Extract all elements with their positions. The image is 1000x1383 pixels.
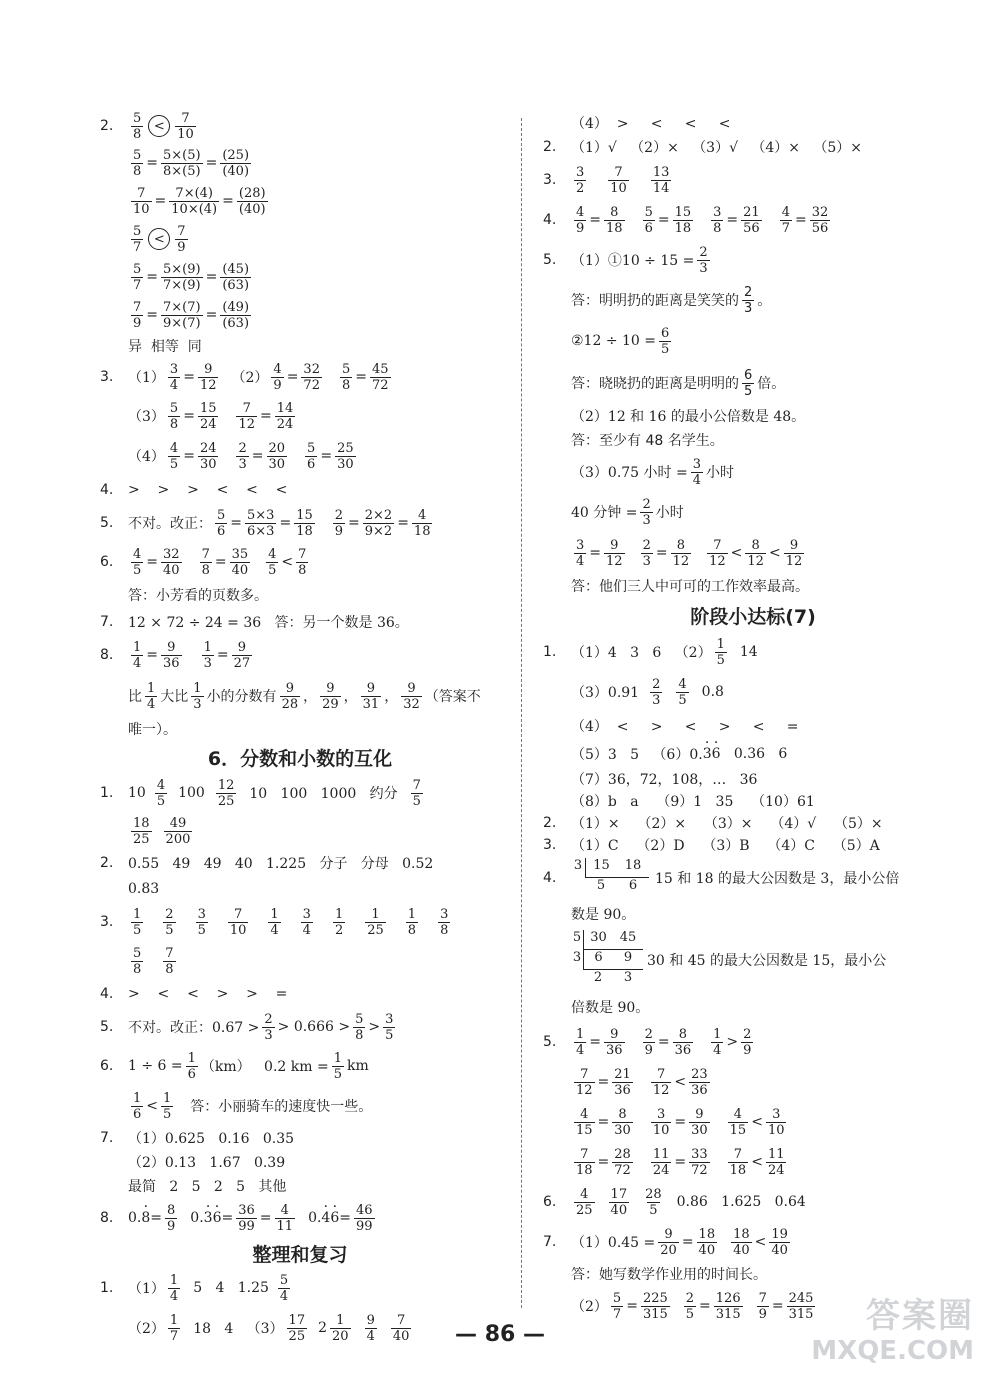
fraction: $\frac{(49)}{(63)}$ xyxy=(222,299,250,331)
section-7-title: 阶段小达标(7) xyxy=(690,605,816,628)
fraction: $\frac{3}{10}$ xyxy=(767,1106,785,1138)
left-column xyxy=(100,108,500,1348)
s7-q5-row: $\frac{7}{12}$ = $\frac{21}{36}$ $\frac{7}{12}$ < $\frac{23}{36}$ xyxy=(576,1066,708,1098)
fraction: $\frac{7}{10}$ xyxy=(610,164,627,196)
s6-q1-row: 1. 10 $\frac{4}{5}$ 100 $\frac{12}{25}$ 10 100 1000 约分 $\frac{7}{5}$ xyxy=(100,777,421,809)
fraction: $\frac{15}{18}$ xyxy=(674,204,692,236)
fraction: $\frac{8}{36}$ xyxy=(674,1026,692,1058)
fraction: $\frac{7}{18}$ xyxy=(576,1146,593,1178)
q2-row-5: $\frac{5}{7}$ = $\frac{5\times(9)}{7\times(9)}$ = $\frac{(45)}{(63)}$ xyxy=(133,261,250,293)
fraction: $\frac{3}{8}$ xyxy=(440,906,449,938)
s7-q5-block xyxy=(543,1022,963,1182)
fraction: $\frac{7}{10}$ xyxy=(133,185,150,217)
fraction: $\frac{1}{5}$ xyxy=(133,906,142,938)
fraction: $\frac{1}{25}$ xyxy=(367,906,384,938)
circled-sign: < xyxy=(148,115,170,137)
fraction: $\frac{7}{18}$ xyxy=(729,1146,747,1178)
q2-row-6: $\frac{7}{9}$ = $\frac{7\times(7)}{9\times(7)}$ = $\frac{(49)}{(63)}$ xyxy=(133,299,250,331)
s6-q1-row-b: $\frac{18}{25}$ $\frac{49}{200}$ xyxy=(133,815,191,847)
fraction: $\frac{5}{8}$ xyxy=(133,110,142,142)
fraction: $\frac{(45)}{(63)}$ xyxy=(222,261,250,293)
s7-q1-row-d: （5）3 5 （6）0. · 3 · 6 0.36 6 xyxy=(543,740,963,768)
r-q1-row: 1. （1） $\frac{1}{4}$ 5 4 1.25 $\frac{5}{4}$ xyxy=(100,1272,289,1304)
q3-row-1: 3. （1） $\frac{3}{4}$ = $\frac{9}{12}$ （2） $\frac{4}{9}$ = $\frac{32}{72}$ $\frac{5}{8}$ = $\frac{45}{72}$ xyxy=(100,361,389,393)
fraction: $\frac{5}{8}$ xyxy=(133,147,142,179)
rq5-row-c: ②12 ÷ 10 = $\frac{6}{5}$ xyxy=(571,325,670,357)
fraction: $\frac{5}{7}$ xyxy=(133,261,142,293)
fraction: $\frac{8}{30}$ xyxy=(614,1106,631,1138)
q2-row-1 xyxy=(100,108,500,144)
s6-q7-row-b: （2）0.13 1.67 0.39 xyxy=(128,1155,286,1171)
s6-q4-row: 4. > < < > > = xyxy=(100,986,288,1002)
fraction: $\frac{2}{5}$ xyxy=(165,906,174,938)
fraction: $\frac{32}{56}$ xyxy=(811,204,829,236)
q2-row-7: 异 相等 同 xyxy=(128,339,202,355)
q8-row-c: 唯一）。 xyxy=(128,722,177,738)
q5-row: 5. 不对。改正： $\frac{5}{6}$ = $\frac{5\times 3}{6\times 3}$ = $\frac{15}{18}$ $\frac{2}{9}$ = $\frac{2\times 2}{9\times 2}$ = $\frac{4}{18}$ xyxy=(100,507,431,539)
rq5-row-j: 答：他们三人中可可的工作效率最高。 xyxy=(571,579,809,595)
fraction: $\frac{7}{8}$ xyxy=(165,945,174,977)
rq5-row-g: （3）0.75 小时 = $\frac{3}{4}$ 小时 xyxy=(571,456,734,488)
s7-q5-row: 5. $\frac{1}{4}$ = $\frac{9}{36}$ $\frac{2}{9}$ = $\frac{8}{36}$ $\frac{1}{4}$ > $\frac{2}{9}$ xyxy=(543,1026,752,1058)
fraction: $\frac{3}{8}$ xyxy=(713,204,722,236)
s7-q1-row-c: （4） < > < > < = xyxy=(571,719,799,735)
fraction: $\frac{4}{15}$ xyxy=(729,1106,747,1138)
fraction: $\frac{7}{9}$ xyxy=(133,299,142,331)
q6-row: 6. $\frac{4}{5}$ = $\frac{32}{40}$ $\frac{7}{8}$ = $\frac{35}{40}$ $\frac{4}{5}$ < $\frac{7}{8}$ xyxy=(100,546,307,578)
fraction: $\frac{7}{12}$ xyxy=(576,1066,593,1098)
short-division: 3 15 18 5 6 xyxy=(571,858,649,898)
q-number: 3. xyxy=(100,369,114,385)
fraction: $\frac{5}{8}$ xyxy=(133,945,142,977)
s7-q1-row-f: （8）b a （9）1 35 （10）61 xyxy=(571,794,815,810)
right-column xyxy=(543,112,963,1326)
s6-q2-row-b: 0.83 xyxy=(128,881,160,897)
fraction: $\frac{3}{5}$ xyxy=(197,906,206,938)
fraction: $\frac{5\times(9)}{7\times(9)}$ xyxy=(163,261,201,293)
q8-row-b: 比 $\frac{1}{4}$ 大比 $\frac{1}{3}$ 小的分数有 $\frac{9}{28}$ ， $\frac{9}{29}$ ， $\frac{9}{31}$ ， $\frac{9}{32}$ （答案不 xyxy=(128,680,481,712)
s7-q7-row-a: 7. （1）0.45 = $\frac{9}{20}$ = $\frac{18}{40}$ $\frac{18}{40}$ < $\frac{19}{40}$ xyxy=(543,1226,788,1258)
fraction: $\frac{7\times(4)}{10\times(4)}$ xyxy=(171,185,218,217)
fraction: $\frac{3}{10}$ xyxy=(652,1106,670,1138)
s6-q2-row: 2. 0.55 49 49 40 1.225 分子 分母 0.52 xyxy=(100,855,434,872)
fraction: $\frac{23}{36}$ xyxy=(691,1066,708,1098)
short-division: 5 30 45 3 6 9 2 3 xyxy=(571,930,643,990)
s7-q7-row-b: 答：她写数学作业用的时间长。 xyxy=(571,1267,767,1283)
fraction: $\frac{(25)}{(40)}$ xyxy=(222,147,250,179)
q3-row-2: （3） $\frac{5}{8}$ = $\frac{15}{24}$ $\frac{7}{12}$ = $\frac{14}{24}$ xyxy=(128,400,294,432)
s7-q6-row: 6. $\frac{4}{25}$ $\frac{17}{40}$ $\frac{28}{5}$ 0.86 1.625 0.64 xyxy=(543,1186,806,1218)
fraction: $\frac{7}{10}$ xyxy=(229,906,247,938)
fraction: $\frac{21}{56}$ xyxy=(743,204,760,236)
s7-q4-row-b: 数是 90。 xyxy=(571,907,636,923)
q2-row-3: $\frac{7}{10}$ = $\frac{7\times(4)}{10\times(4)}$ = $\frac{(28)}{(40)}$ xyxy=(133,185,266,217)
fraction: $\frac{11}{24}$ xyxy=(652,1146,670,1178)
fraction: $\frac{28}{72}$ xyxy=(614,1146,631,1178)
fraction: $\frac{3}{4}$ xyxy=(302,906,311,938)
fraction: $\frac{1}{2}$ xyxy=(334,906,344,938)
s7-q4-row-d: 倍数是 90。 xyxy=(571,1000,650,1016)
fraction: $\frac{2}{9}$ xyxy=(644,1026,653,1058)
section-6-title: 6．分数和小数的互化 xyxy=(207,747,393,770)
s6-q6-row-b: $\frac{1}{6}$ < $\frac{1}{5}$ 答：小丽骑车的速度快一些。 xyxy=(133,1090,373,1122)
fraction: $\frac{8}{18}$ xyxy=(606,204,623,236)
s7-q1-row-b: （3）0.91 $\frac{2}{3}$ $\frac{4}{5}$ 0.8 xyxy=(571,676,724,708)
q4-row: 4. > > > < < < xyxy=(100,482,288,498)
fraction: $\frac{7}{10}$ xyxy=(177,110,194,142)
rq5-row-b: 答：明明扔的距离是笑笑的 $\frac{2}{3}$ 。 xyxy=(571,284,772,316)
fraction: $\frac{7}{12}$ xyxy=(652,1066,670,1098)
s6-q3-row: 3. $\frac{1}{5}$ $\frac{2}{5}$ $\frac{3}{5}$ $\frac{7}{10}$ $\frac{1}{4}$ $\frac{3}{4}$ $\frac{1}{2}$ $\frac{1}{25}$ $\frac{1}{8}$ $\frac{3}{8}$ xyxy=(100,906,449,938)
rq5-row-a: 5. （1）①10 ÷ 15 = $\frac{2}{3}$ xyxy=(543,244,708,276)
fraction: $\frac{9}{30}$ xyxy=(691,1106,708,1138)
s6-q3-row-b xyxy=(100,942,500,980)
s6-q6-row: 6. 1 ÷ 6 = $\frac{1}{6}$ （km） 0.2 km = $\frac{1}{5}$ km xyxy=(100,1050,369,1082)
s7-q3-row: 3. （1）C （2）D （3）B （4）C （5）A xyxy=(543,837,880,854)
fraction: $\frac{1}{4}$ xyxy=(270,906,279,938)
s7-q4-row-a: 4. 3 15 18 5 6 15 和 18 的最大公因数是 3，最小公倍 xyxy=(543,856,963,900)
s7-q1-row-a: 1. （1）4 3 6 （2） $\frac{1}{5}$ 14 xyxy=(543,636,758,668)
rq4-row: 4. $\frac{4}{9}$ = $\frac{8}{18}$ $\frac{5}{6}$ = $\frac{15}{18}$ $\frac{3}{8}$ = $\frac{21}{56}$ $\frac{4}{7}$ = $\frac{32}{56}$ xyxy=(543,204,829,236)
s7-q5-row: $\frac{7}{18}$ = $\frac{28}{72}$ $\frac{11}{24}$ = $\frac{33}{72}$ $\frac{7}{18}$ < $\frac{11}{24}$ xyxy=(576,1146,785,1178)
fraction: $\frac{2}{9}$ xyxy=(743,1026,752,1058)
s6-q7-row-a: 7. （1）0.625 0.16 0.35 xyxy=(100,1130,295,1147)
fraction: $\frac{4}{7}$ xyxy=(781,204,790,236)
rq5-row-i: $\frac{3}{4}$ = $\frac{9}{12}$ $\frac{2}{3}$ = $\frac{8}{12}$ $\frac{7}{12}$ < $\frac{8}{12}$ < $\frac{9}{12}$ xyxy=(576,537,803,569)
fraction: $\frac{1}{4}$ xyxy=(713,1026,722,1058)
s7-q1-row-e: （7）36，72，108，… 36 xyxy=(571,772,758,788)
rq5-row-f: 答：至少有 48 名学生。 xyxy=(571,433,724,449)
s7-q4-row-c: 5 30 45 3 6 9 2 3 30 和 45 的最大公因数是 15，最小公 xyxy=(543,928,963,992)
rq1-row-4: （4） > < < < xyxy=(571,116,731,132)
fraction: $\frac{21}{36}$ xyxy=(614,1066,631,1098)
circled-sign: < xyxy=(148,228,170,250)
section-review-title: 整理和复习 xyxy=(252,1243,348,1266)
fraction: $\frac{(28)}{(40)}$ xyxy=(238,185,266,217)
r-q1-row-b: （2） $\frac{1}{7}$ 18 4 （3） $\frac{17}{25}$ 2 $\frac{1}{20}$ $\frac{9}{4}$ $\frac{7}{40}$ xyxy=(128,1312,410,1344)
fraction: $\frac{5}{7}$ xyxy=(133,223,142,255)
fraction: $\frac{5\times(5)}{8\times(5)}$ xyxy=(163,147,201,179)
page-number: — 86 — xyxy=(455,1322,545,1347)
fraction: $\frac{11}{24}$ xyxy=(767,1146,785,1178)
rq5-row-h: 40 分钟 = $\frac{2}{3}$ 小时 xyxy=(571,496,684,528)
rq3-row: 3. $\frac{3}{2}$ $\frac{7}{10}$ $\frac{13}{14}$ xyxy=(543,164,670,196)
fraction: $\frac{7}{9}$ xyxy=(177,223,186,255)
column-divider xyxy=(521,118,522,1308)
fraction: $\frac{7\times(7)}{9\times(7)}$ xyxy=(163,299,201,331)
fraction: $\frac{4}{15}$ xyxy=(576,1106,593,1138)
fraction: $\frac{9}{36}$ xyxy=(606,1026,623,1058)
s7-q7-row-c: （2） $\frac{5}{7}$ = $\frac{225}{315}$ $\frac{2}{5}$ = $\frac{126}{315}$ $\frac{7}{9}$ = $\frac{245}{315}$ xyxy=(571,1290,814,1322)
fraction: $\frac{5}{6}$ xyxy=(644,204,653,236)
s6-q7-row-c: 最简 2 5 2 5 其他 xyxy=(128,1179,287,1195)
watermark-logo: 答案圈 MXQE.COM xyxy=(811,1296,974,1366)
q7-row: 7. 12 × 72 ÷ 24 = 36 答：另一个数是 36。 xyxy=(100,614,409,631)
s7-q5-row: $\frac{4}{15}$ = $\frac{8}{30}$ $\frac{3}{10}$ = $\frac{9}{30}$ $\frac{4}{15}$ < $\frac{3}{10}$ xyxy=(576,1106,785,1138)
fraction: $\frac{1}{8}$ xyxy=(407,906,417,938)
q6-answer: 答：小芳看的页数多。 xyxy=(128,588,268,604)
fraction: $\frac{4}{9}$ xyxy=(576,204,585,236)
rq5-row-e: （2）12 和 16 的最小公倍数是 48。 xyxy=(571,409,806,425)
q2-row-4 xyxy=(100,220,500,258)
q-number: 2. xyxy=(100,118,114,134)
fraction: $\frac{3}{2}$ xyxy=(576,164,585,196)
fraction: $\frac{1}{4}$ xyxy=(576,1026,585,1058)
q3-row-3: （4） $\frac{4}{5}$ = $\frac{24}{30}$ $\frac{2}{3}$ = $\frac{20}{30}$ $\frac{5}{6}$ = $\frac{25}{30}$ xyxy=(128,440,354,472)
s6-q5-row: 5. 不对。改正：0.67 > $\frac{2}{3}$ > 0.666 > $\frac{5}{8}$ > $\frac{3}{5}$ xyxy=(100,1011,394,1043)
s6-q8-row: 8. 0. · 8 = $\frac{8}{9}$ 0. · 3 · 6 = $\frac{36}{99}$ = $\frac{4}{11}$ 0. · 4 · 6 = $\frac{46}{99}$ xyxy=(100,1198,500,1238)
fraction: $\frac{13}{14}$ xyxy=(652,164,670,196)
q8-row: 8. $\frac{1}{4}$ = $\frac{9}{36}$ $\frac{1}{3}$ = $\frac{9}{27}$ xyxy=(100,639,251,671)
s7-q2-row: 2. （1）× （2）× （3）× （4）√ （5）× xyxy=(543,815,883,832)
rq5-row-d: 答：晓晓扔的距离是明明的 $\frac{6}{5}$ 倍。 xyxy=(571,367,786,399)
rq2-row: 2. （1）√ （2）× （3）√ （4）× （5）× xyxy=(543,139,862,156)
q2-row-2: $\frac{5}{8}$ = $\frac{5\times(5)}{8\times(5)}$ = $\frac{(25)}{(40)}$ xyxy=(133,147,250,179)
fraction: $\frac{33}{72}$ xyxy=(691,1146,708,1178)
